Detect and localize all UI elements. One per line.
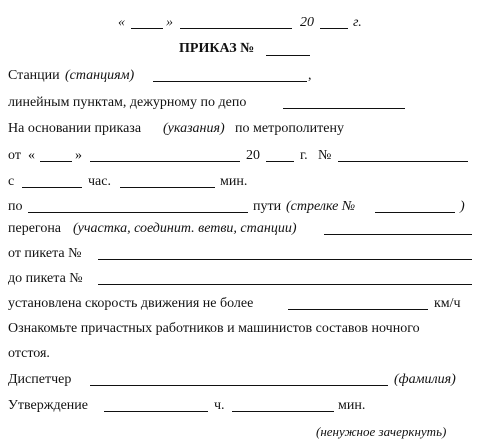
- approval-label: Утверждение: [8, 398, 88, 413]
- picket-from-label: от пикета №: [8, 246, 82, 261]
- section-note: (участка, соединит. ветви, станции): [73, 221, 297, 236]
- speed-field[interactable]: [288, 309, 428, 310]
- switch-number-field[interactable]: [375, 212, 455, 213]
- track-label-from: по: [8, 199, 23, 214]
- station-label: Станции: [8, 68, 60, 83]
- from-month-field[interactable]: [90, 161, 240, 162]
- picket-from-field[interactable]: [98, 259, 472, 260]
- date-close-quote: »: [166, 15, 173, 30]
- minutes-field[interactable]: [120, 187, 215, 188]
- approval-hours-field[interactable]: [104, 411, 208, 412]
- notice-text-1: Ознакомьте причастных работников и машинистов составов ночного: [8, 321, 420, 336]
- depot-field[interactable]: [283, 108, 405, 109]
- hours-field[interactable]: [22, 187, 82, 188]
- speed-unit: км/ч: [434, 296, 461, 311]
- picket-to-field[interactable]: [98, 284, 472, 285]
- from-label: от: [8, 148, 21, 163]
- from-day-field[interactable]: [40, 161, 72, 162]
- picket-to-label: до пикета №: [8, 271, 83, 286]
- approval-minutes-label: мин.: [338, 398, 366, 413]
- basis-start: На основании приказа: [8, 121, 142, 136]
- approval-minutes-field[interactable]: [232, 411, 334, 412]
- switch-note-open: (стрелке №: [286, 199, 356, 214]
- date-open-quote: «: [118, 15, 125, 30]
- station-comma: ,: [308, 68, 312, 83]
- year-suffix: г.: [353, 15, 362, 30]
- from-year-suffix: г.: [300, 148, 308, 163]
- station-field[interactable]: [153, 81, 307, 82]
- hours-label: час.: [88, 174, 111, 189]
- dispatcher-field[interactable]: [90, 385, 388, 386]
- dispatcher-note: (фамилия): [394, 372, 456, 387]
- from-year-prefix: 20: [246, 148, 260, 163]
- station-note: (станциям): [65, 68, 135, 83]
- minutes-label: мин.: [220, 174, 248, 189]
- order-number-field[interactable]: [266, 55, 310, 56]
- from-close-quote: »: [75, 148, 82, 163]
- points-label: линейным пунктам, дежурному по депо: [8, 95, 247, 110]
- track-label: пути: [253, 199, 282, 214]
- day-field[interactable]: [131, 28, 163, 29]
- section-field[interactable]: [324, 234, 472, 235]
- track-field[interactable]: [28, 212, 248, 213]
- page-title: ПРИКАЗ №: [179, 41, 255, 56]
- section-label: перегона: [8, 221, 62, 236]
- from-open-quote: «: [28, 148, 35, 163]
- notice-text-2: отстоя.: [8, 346, 50, 361]
- basis-note: (указания): [163, 121, 225, 136]
- month-field[interactable]: [180, 28, 292, 29]
- basis-end: по метрополитену: [235, 121, 344, 136]
- speed-label: установлена скорость движения не более: [8, 296, 254, 311]
- approval-hours-label: ч.: [214, 398, 225, 413]
- dispatcher-label: Диспетчер: [8, 372, 72, 387]
- from-number-sign: №: [318, 148, 332, 163]
- year-prefix: 20: [300, 15, 314, 30]
- year-field[interactable]: [320, 28, 348, 29]
- from-year-field[interactable]: [266, 161, 294, 162]
- time-label: с: [8, 174, 15, 189]
- switch-note-close: ): [460, 199, 465, 214]
- footnote: (ненужное зачеркнуть): [316, 424, 447, 439]
- from-number-field[interactable]: [338, 161, 468, 162]
